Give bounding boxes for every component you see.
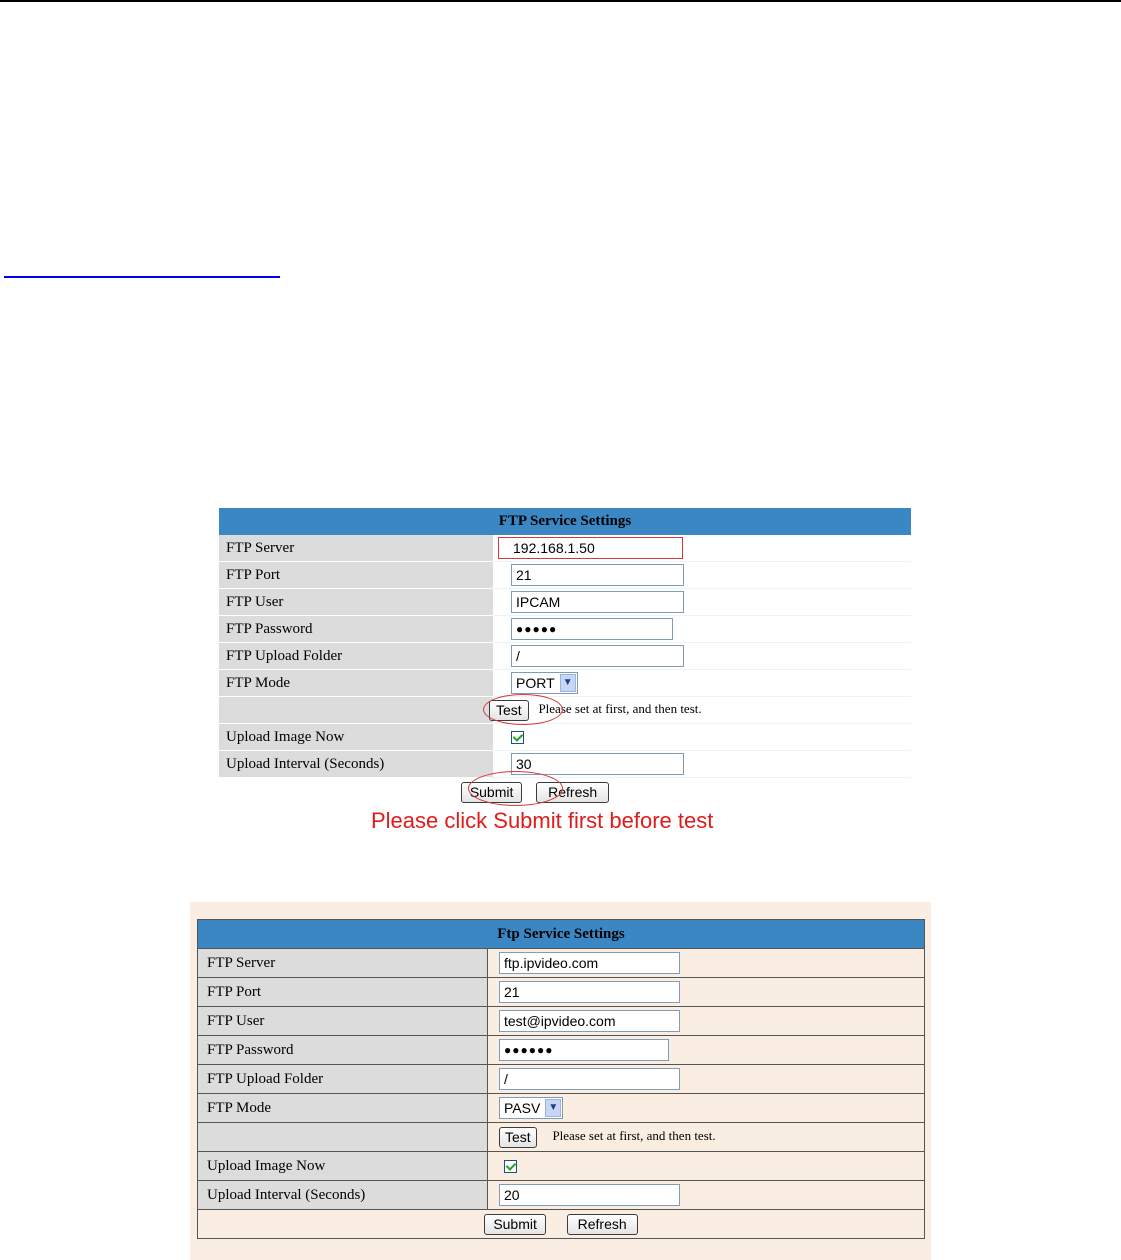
ftp-password-input[interactable]: ●●●●●● bbox=[499, 1039, 669, 1061]
ftp-port-input[interactable]: 21 bbox=[511, 564, 684, 586]
ftp-port-label: FTP Port bbox=[219, 562, 493, 589]
refresh-button[interactable]: Refresh bbox=[567, 1214, 638, 1235]
hyperlink-underline[interactable] bbox=[4, 276, 280, 278]
ftp-port-label: FTP Port bbox=[198, 978, 488, 1007]
upload-interval-label: Upload Interval (Seconds) bbox=[198, 1181, 488, 1210]
ftp-mode-value: PASV bbox=[504, 1100, 541, 1116]
ftp-password-input[interactable]: ●●●●● bbox=[511, 618, 673, 640]
ftp-upload-folder-input[interactable]: / bbox=[499, 1068, 680, 1090]
ftp-mode-label: FTP Mode bbox=[219, 670, 493, 697]
test-button[interactable]: Test bbox=[489, 700, 529, 721]
submit-button[interactable]: Submit bbox=[484, 1214, 546, 1235]
test-hint: Please set at first, and then test. bbox=[552, 1128, 716, 1144]
chevron-down-icon[interactable]: ▼ bbox=[545, 1099, 561, 1117]
upload-image-now-checkbox[interactable] bbox=[511, 731, 524, 744]
ftp-user-input[interactable]: IPCAM bbox=[511, 591, 684, 613]
test-row-label bbox=[219, 697, 493, 724]
ftp-mode-value: PORT bbox=[516, 675, 555, 691]
ftp-upload-folder-label: FTP Upload Folder bbox=[198, 1065, 488, 1094]
ftp-user-input[interactable]: test@ipvideo.com bbox=[499, 1010, 680, 1032]
ftp-mode-select[interactable] bbox=[499, 1097, 563, 1119]
ftp-mode-label: FTP Mode bbox=[198, 1094, 488, 1123]
chevron-down-icon[interactable]: ▼ bbox=[560, 674, 576, 692]
upload-interval-input[interactable]: 20 bbox=[499, 1184, 680, 1206]
ftp-upload-folder-input[interactable]: / bbox=[511, 645, 684, 667]
ftp-mode-select[interactable] bbox=[511, 672, 578, 694]
panel-title: Ftp Service Settings bbox=[198, 920, 925, 949]
upload-image-now-checkbox[interactable] bbox=[504, 1160, 517, 1173]
upload-image-now-label: Upload Image Now bbox=[198, 1152, 488, 1181]
ftp-password-label: FTP Password bbox=[219, 616, 493, 643]
test-row-label bbox=[198, 1123, 488, 1152]
ftp-server-label: FTP Server bbox=[198, 949, 488, 978]
test-hint: Please set at first, and then test. bbox=[538, 701, 702, 717]
upload-interval-label: Upload Interval (Seconds) bbox=[219, 751, 493, 778]
refresh-button[interactable]: Refresh bbox=[536, 782, 609, 803]
test-button[interactable]: Test bbox=[499, 1127, 537, 1148]
ftp-user-label: FTP User bbox=[219, 589, 493, 616]
submit-button[interactable]: Submit bbox=[461, 782, 523, 803]
upload-image-now-label: Upload Image Now bbox=[219, 724, 493, 751]
ftp-server-input[interactable]: 192.168.1.50 bbox=[498, 537, 683, 559]
ftp-user-label: FTP User bbox=[198, 1007, 488, 1036]
top-rule bbox=[0, 0, 1121, 2]
ftp-server-label: FTP Server bbox=[219, 535, 493, 562]
ftp-port-input[interactable]: 21 bbox=[499, 981, 680, 1003]
panel-title: FTP Service Settings bbox=[219, 508, 911, 535]
ftp-settings-panel-1 bbox=[219, 508, 911, 806]
ftp-upload-folder-label: FTP Upload Folder bbox=[219, 643, 493, 670]
upload-interval-input[interactable]: 30 bbox=[511, 753, 684, 775]
instruction-caption: Please click Submit first before test bbox=[371, 808, 714, 833]
ftp-server-input[interactable]: ftp.ipvideo.com bbox=[499, 952, 680, 974]
ftp-password-label: FTP Password bbox=[198, 1036, 488, 1065]
ftp-settings-panel-2 bbox=[197, 919, 925, 1239]
